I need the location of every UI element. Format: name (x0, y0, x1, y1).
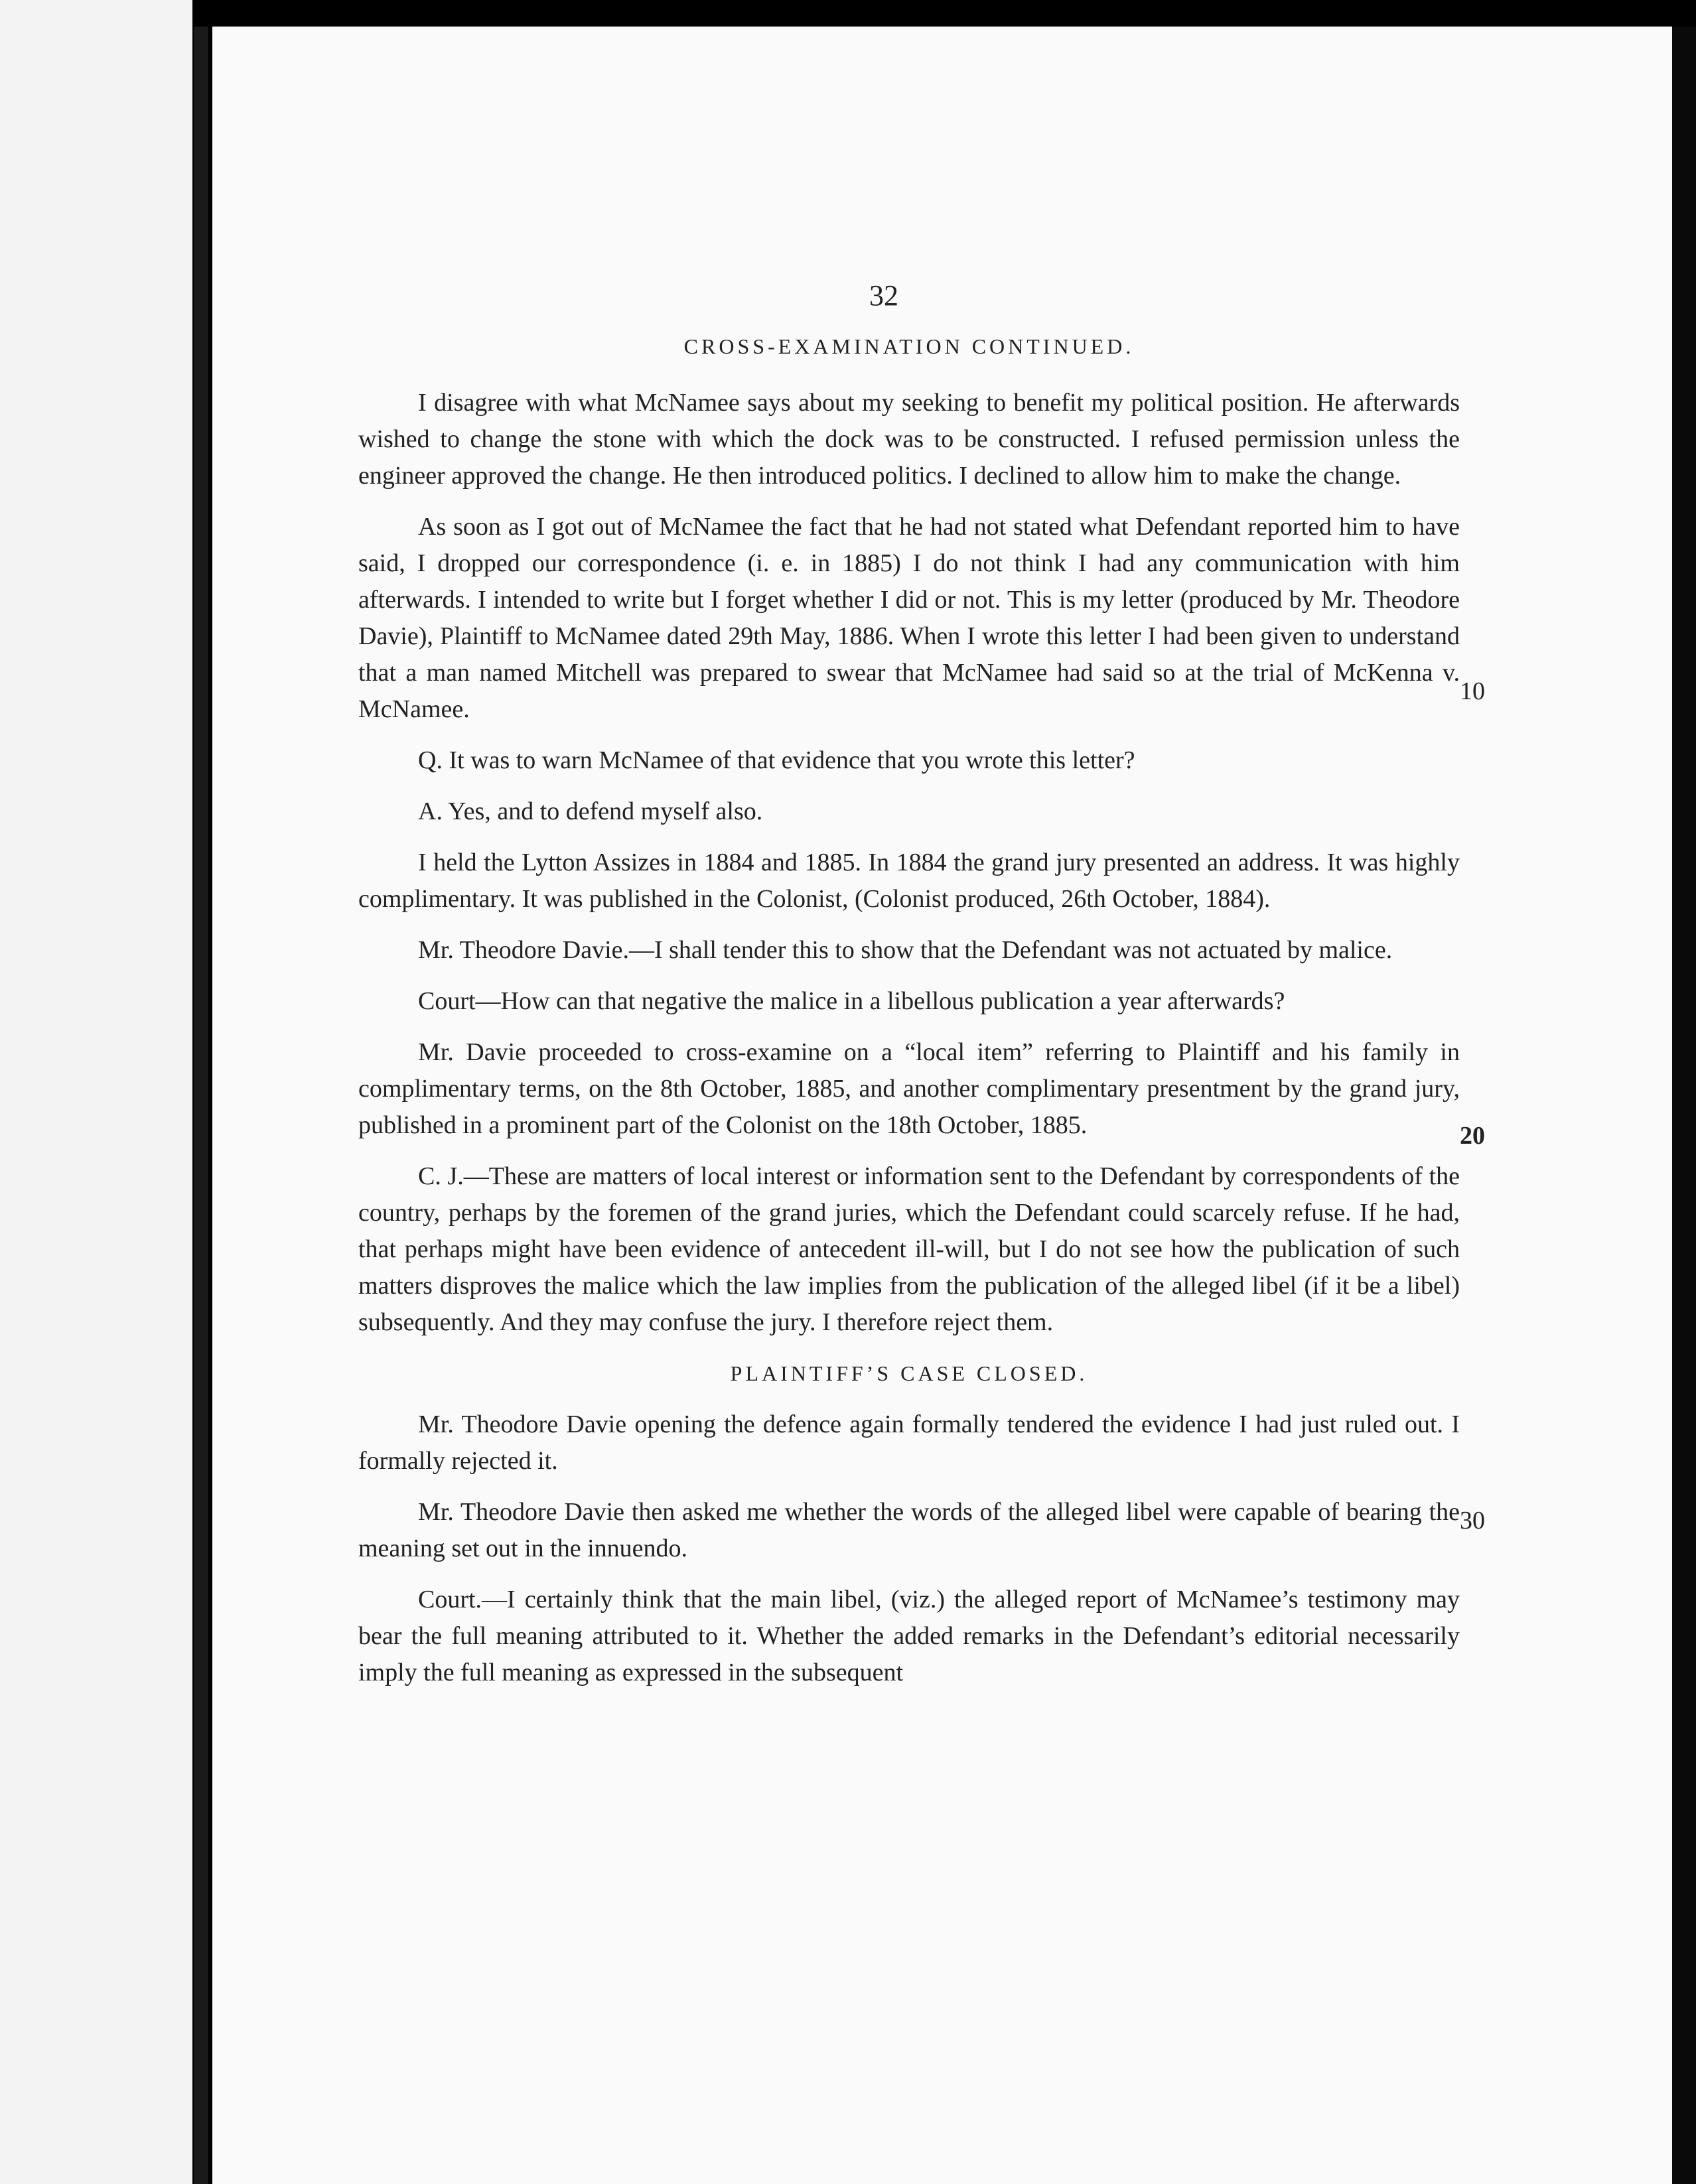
binding-shadow (194, 27, 208, 2184)
paragraph: Mr. Davie proceeded to cross-examine on a “local item” referring to Plaintiff and his family in complimentary terms, on the 8th October, 1885, and another complimentary presentment by the grand jury, published in a prominent part of the Colonist on the 18th October, 1885. (358, 1038, 1460, 1139)
paragraph: I disagree with what McNamee says about my seeking to benefit my political position. He afterwards wished to change the stone with which the dock was to be constructed. I refused permission unless the engineer approved the change. He then introduced politics. I declined to allow him to make the change. (358, 389, 1460, 490)
line-number: 30 (1460, 1507, 1485, 1535)
paragraph: As soon as I got out of McNamee the fact that he had not stated what Defendant reported him to have said, I dropped our correspondence (i. e. in 1885) I do not think I had any communication with him afterwards. I intended to write but I forget whether I did or not. This is my letter (produced by Mr. Theodore Davie), Plaintiff to McNamee dated 29th May, 1886. When I wrote this letter I had been given to understand that a man named Mitchell was prepared to swear that McNamee had said so at the trial of McKenna v. McNamee. (358, 513, 1460, 723)
paragraph: Court.—I certainly think that the main libel, (viz.) the alleged report of McNamee’s testimony may bear the full meaning attributed to it. Whether the added remarks in the Defendant’s editorial necessarily imply the full meaning as expressed in the subsequent (358, 1586, 1460, 1686)
paragraph: Mr. Theodore Davie.—I shall tender this to show that the Defendant was not actuated by malice. (418, 936, 1393, 964)
document-page (212, 27, 1672, 2184)
paragraph: I held the Lytton Assizes in 1884 and 1885. In 1884 the grand jury presented an address. It was highly complimentary. It was published in the Colonist, (Colonist produced, 26th October, 1884). (358, 849, 1460, 913)
paragraph: A. Yes, and to defend myself also. (418, 797, 763, 825)
section-heading-cross-examination: CROSS-EXAMINATION CONTINUED. (683, 334, 1135, 358)
page-number: 32 (869, 279, 898, 312)
page-body (358, 249, 1460, 1706)
paragraph: C. J.—These are matters of local interest or information sent to the Defendant by correspondents of the country, perhaps by the foremen of the grand juries, which the Defendant could scarcely refuse. If he had, that perhaps might have been evidence of antecedent ill-will, but I do not see how the publication of such matters disproves the malice which the law implies from the publication of the alleged libel (if it be a libel) subsequently. And they may confuse the jury. I therefore reject them. (358, 1162, 1460, 1336)
paragraph: Mr. Theodore Davie then asked me whether the words of the alleged libel were capable of bearing the meaning set out in the innuendo. (358, 1498, 1460, 1562)
facing-page (0, 0, 192, 2184)
paragraph: Q. It was to warn McNamee of that evidence that you wrote this letter? (418, 746, 1135, 774)
page-edge-shadow (1672, 27, 1696, 2184)
line-number: 10 (1460, 677, 1485, 705)
line-number: 20 (1460, 1122, 1485, 1150)
paragraph: Mr. Theodore Davie opening the defence again formally tendered the evidence I had just ruled out. I formally rejected it. (358, 1410, 1460, 1475)
paragraph: Court—How can that negative the malice in a libellous publication a year afterwards? (418, 987, 1285, 1015)
section-heading-plaintiffs-case-closed: PLAINTIFF’S CASE CLOSED. (730, 1361, 1088, 1385)
